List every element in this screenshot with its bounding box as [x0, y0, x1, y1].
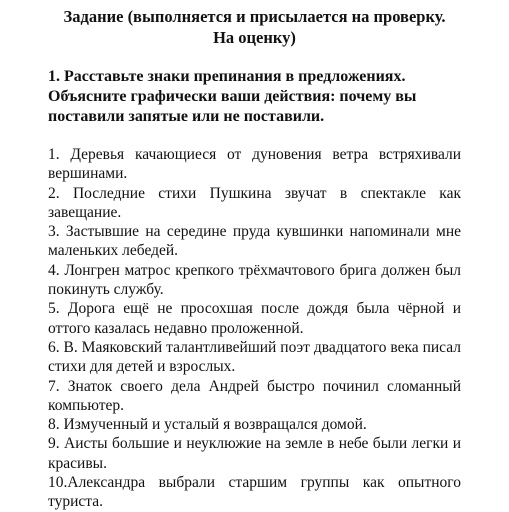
- sentence-item: 4. Лонгрен матрос крепкого трёхмачтового брига должен был покинуть службу.: [48, 261, 461, 299]
- sentence-item: 6. В. Маяковский талантливейший поэт двадцатого века писал стихи для детей и взрослых.: [48, 338, 461, 376]
- assignment-title: Задание (выполняется и присылается на проверку. На оценку): [63, 7, 446, 47]
- sentence-item: 8. Измученный и усталый я возвращался домой.: [48, 416, 367, 434]
- task-instruction: 1. Расставьте знаки препинания в предложениях. Объясните графически ваши действия: почему вы поставили запятые или не поставили.: [48, 68, 417, 125]
- sentence-item: 7. Знаток своего дела Андрей быстро починил сломанный компьютер.: [48, 377, 461, 414]
- sentence-item: 5. Дорога ещё не просохшая после дождя была чёрной и оттого казалась недавно проложенной.: [48, 300, 461, 337]
- sentence-list: [48, 145, 461, 512]
- sentence-item: 9. Аисты большие и неуклюжие на земле в небе были легки и красивы.: [48, 435, 461, 472]
- sentence-item: 2. Последние стихи Пушкина звучат в спектакле как завещание.: [48, 184, 461, 221]
- sentence-item: 3. Застывшие на середине пруда кувшинки напоминали мне маленьких лебедей.: [48, 223, 461, 260]
- sentence-item: 10.Александра выбрали старшим группы как опытного туриста.: [48, 474, 461, 511]
- sentence-item: 1. Деревья качающиеся от дуновения ветра встряхивали вершинами.: [48, 146, 461, 183]
